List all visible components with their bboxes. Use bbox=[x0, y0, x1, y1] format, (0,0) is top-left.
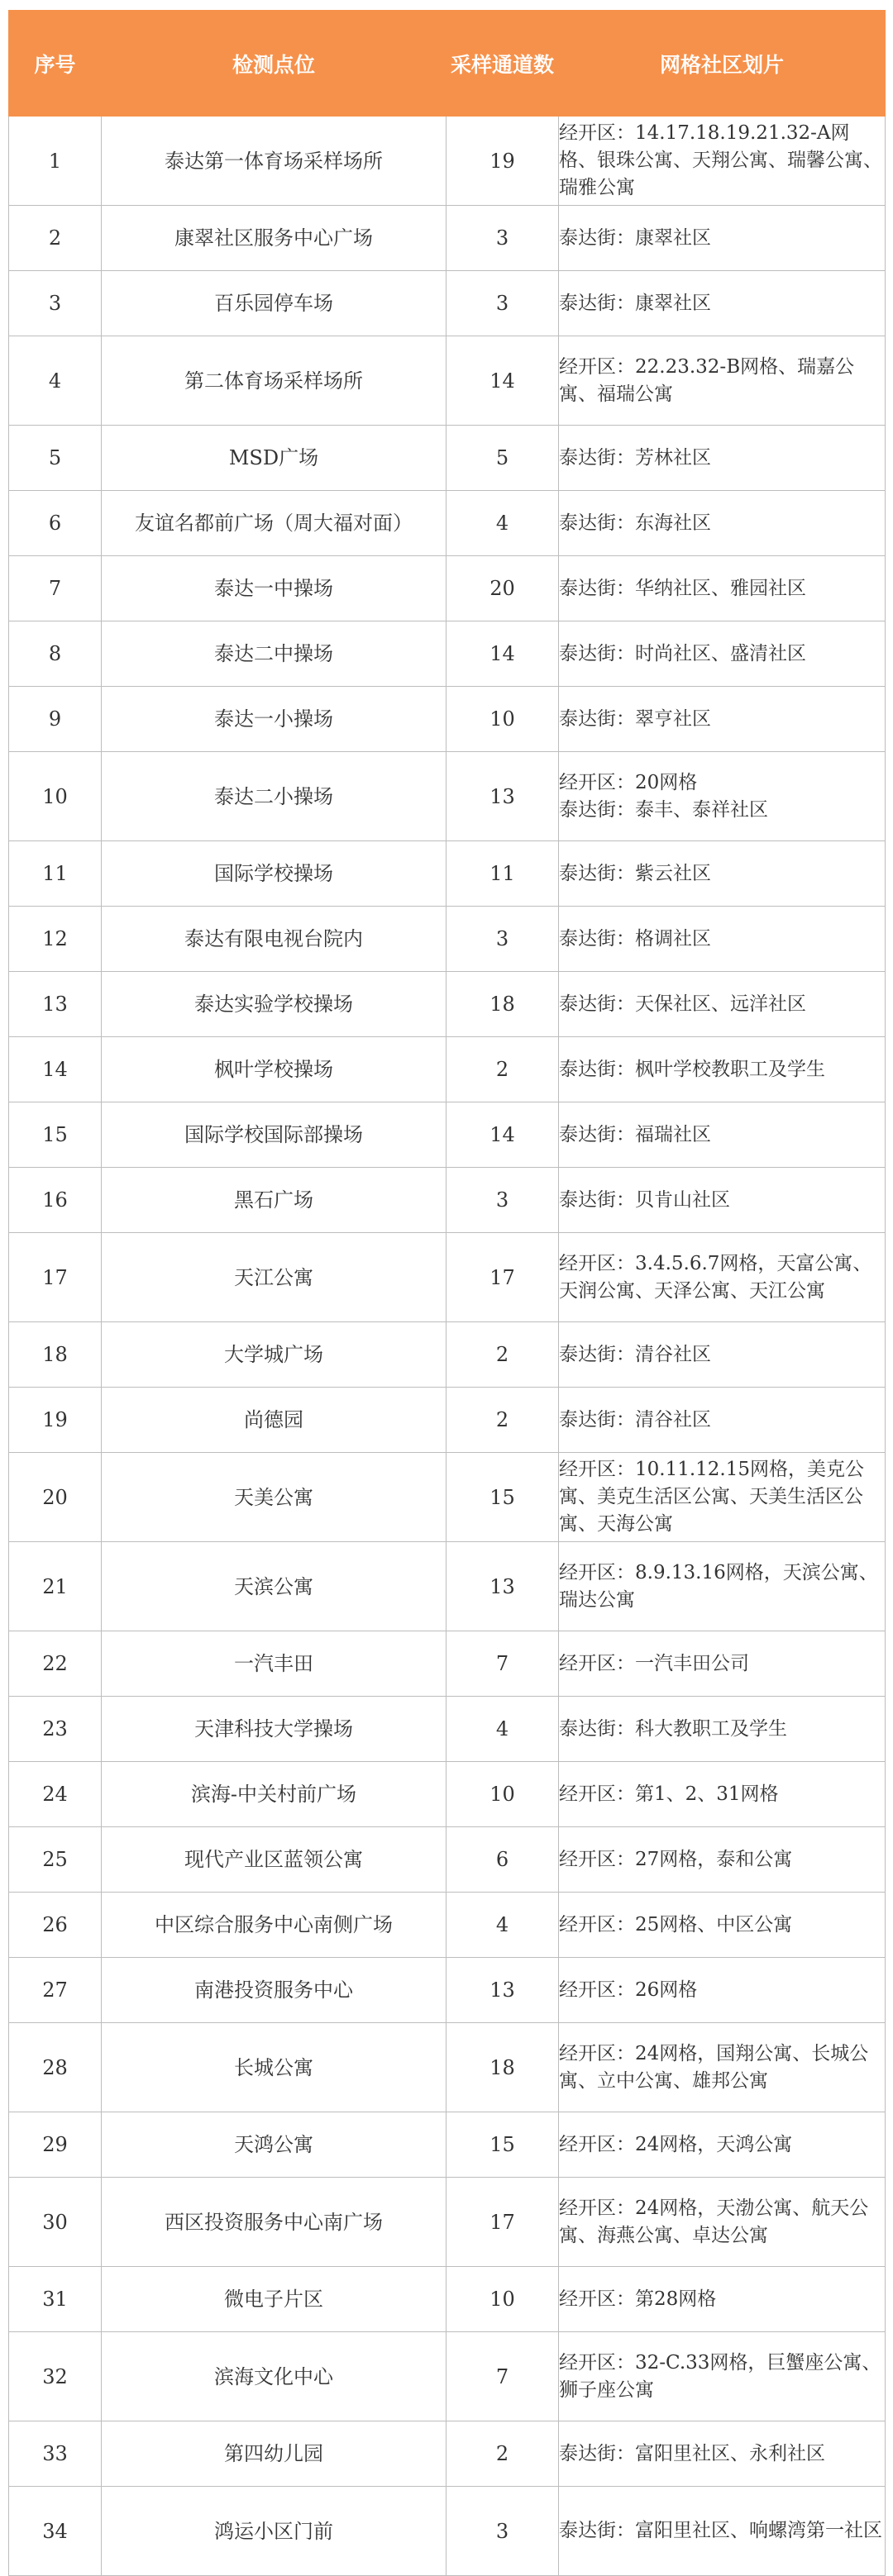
table-row bbox=[9, 2487, 886, 2576]
row-index: 1 bbox=[9, 117, 102, 206]
row-area: 泰达街：格调社区 bbox=[559, 907, 886, 972]
row-site: 泰达二中操场 bbox=[102, 621, 446, 687]
sampling-sites-table bbox=[8, 10, 886, 2576]
row-area: 经开区：20网格 泰达街：泰丰、泰祥社区 bbox=[559, 752, 886, 841]
row-channels: 10 bbox=[446, 1762, 559, 1827]
row-channels: 5 bbox=[446, 426, 559, 491]
row-index: 10 bbox=[9, 752, 102, 841]
row-area: 泰达街：康翠社区 bbox=[559, 206, 886, 271]
row-area: 经开区：3.4.5.6.7网格，天富公寓、天润公寓、天泽公寓、天江公寓 bbox=[559, 1233, 886, 1322]
row-area: 经开区：22.23.32-B网格、瑞嘉公寓、福瑞公寓 bbox=[559, 336, 886, 426]
row-area: 经开区：26网格 bbox=[559, 1958, 886, 2023]
row-index: 3 bbox=[9, 271, 102, 336]
row-site: 长城公寓 bbox=[102, 2023, 446, 2112]
row-area: 泰达街：富阳里社区、永利社区 bbox=[559, 2421, 886, 2487]
table-row bbox=[9, 1697, 886, 1762]
row-area: 泰达街：紫云社区 bbox=[559, 841, 886, 907]
header-site: 检测点位 bbox=[102, 11, 446, 117]
row-site: 泰达一小操场 bbox=[102, 687, 446, 752]
row-site: 第四幼儿园 bbox=[102, 2421, 446, 2487]
table-row bbox=[9, 1893, 886, 1958]
table-row bbox=[9, 1542, 886, 1631]
row-site: 鸿运小区门前 bbox=[102, 2487, 446, 2576]
row-site: 大学城广场 bbox=[102, 1322, 446, 1388]
row-index: 15 bbox=[9, 1102, 102, 1168]
row-channels: 3 bbox=[446, 1168, 559, 1233]
row-area: 泰达街：康翠社区 bbox=[559, 271, 886, 336]
row-channels: 17 bbox=[446, 2178, 559, 2267]
row-index: 26 bbox=[9, 1893, 102, 1958]
table-row bbox=[9, 1037, 886, 1102]
row-area: 泰达街：富阳里社区、响螺湾第一社区 bbox=[559, 2487, 886, 2576]
row-area: 泰达街：芳林社区 bbox=[559, 426, 886, 491]
row-area: 泰达街：科大教职工及学生 bbox=[559, 1697, 886, 1762]
row-channels: 4 bbox=[446, 1893, 559, 1958]
row-site: 滨海-中关村前广场 bbox=[102, 1762, 446, 1827]
row-site: 天美公寓 bbox=[102, 1453, 446, 1542]
row-channels: 3 bbox=[446, 206, 559, 271]
row-area: 泰达街：清谷社区 bbox=[559, 1388, 886, 1453]
row-channels: 2 bbox=[446, 2421, 559, 2487]
table-row bbox=[9, 1102, 886, 1168]
row-area: 泰达街：福瑞社区 bbox=[559, 1102, 886, 1168]
row-channels: 15 bbox=[446, 1453, 559, 1542]
row-channels: 18 bbox=[446, 2023, 559, 2112]
header-area: 网格社区划片 bbox=[559, 11, 886, 117]
row-index: 7 bbox=[9, 556, 102, 621]
row-area: 泰达街：枫叶学校教职工及学生 bbox=[559, 1037, 886, 1102]
row-channels: 2 bbox=[446, 1322, 559, 1388]
row-index: 25 bbox=[9, 1827, 102, 1893]
table-row bbox=[9, 491, 886, 556]
row-area: 经开区：14.17.18.19.21.32-A网格、银珠公寓、天翔公寓、瑞馨公寓、瑞雅公寓 bbox=[559, 117, 886, 206]
row-channels: 7 bbox=[446, 1631, 559, 1697]
row-index: 12 bbox=[9, 907, 102, 972]
row-channels: 10 bbox=[446, 2267, 559, 2332]
table-body bbox=[9, 117, 886, 2576]
row-site: 天滨公寓 bbox=[102, 1542, 446, 1631]
row-index: 2 bbox=[9, 206, 102, 271]
table-row bbox=[9, 1762, 886, 1827]
row-index: 4 bbox=[9, 336, 102, 426]
table-row bbox=[9, 206, 886, 271]
table-row bbox=[9, 1631, 886, 1697]
row-area: 经开区：27网格，泰和公寓 bbox=[559, 1827, 886, 1893]
row-channels: 10 bbox=[446, 687, 559, 752]
row-channels: 13 bbox=[446, 1542, 559, 1631]
row-channels: 20 bbox=[446, 556, 559, 621]
row-index: 32 bbox=[9, 2332, 102, 2421]
row-site: 南港投资服务中心 bbox=[102, 1958, 446, 2023]
row-channels: 7 bbox=[446, 2332, 559, 2421]
row-index: 20 bbox=[9, 1453, 102, 1542]
row-channels: 15 bbox=[446, 2112, 559, 2178]
row-index: 14 bbox=[9, 1037, 102, 1102]
table-row bbox=[9, 687, 886, 752]
row-index: 30 bbox=[9, 2178, 102, 2267]
row-index: 23 bbox=[9, 1697, 102, 1762]
row-index: 24 bbox=[9, 1762, 102, 1827]
row-index: 33 bbox=[9, 2421, 102, 2487]
table-row bbox=[9, 2178, 886, 2267]
row-site: MSD广场 bbox=[102, 426, 446, 491]
row-channels: 11 bbox=[446, 841, 559, 907]
row-site: 西区投资服务中心南广场 bbox=[102, 2178, 446, 2267]
table-row bbox=[9, 752, 886, 841]
row-index: 34 bbox=[9, 2487, 102, 2576]
row-area: 泰达街：贝肯山社区 bbox=[559, 1168, 886, 1233]
row-channels: 3 bbox=[446, 907, 559, 972]
table-row bbox=[9, 2023, 886, 2112]
table-row bbox=[9, 2112, 886, 2178]
row-channels: 13 bbox=[446, 1958, 559, 2023]
row-site: 天江公寓 bbox=[102, 1233, 446, 1322]
row-channels: 3 bbox=[446, 2487, 559, 2576]
row-site: 泰达实验学校操场 bbox=[102, 972, 446, 1037]
table-row bbox=[9, 2332, 886, 2421]
row-index: 11 bbox=[9, 841, 102, 907]
row-index: 21 bbox=[9, 1542, 102, 1631]
row-index: 9 bbox=[9, 687, 102, 752]
row-site: 尚德园 bbox=[102, 1388, 446, 1453]
table-row bbox=[9, 841, 886, 907]
row-channels: 14 bbox=[446, 621, 559, 687]
row-area: 经开区：第1、2、31网格 bbox=[559, 1762, 886, 1827]
row-site: 黑石广场 bbox=[102, 1168, 446, 1233]
row-index: 5 bbox=[9, 426, 102, 491]
row-channels: 4 bbox=[446, 491, 559, 556]
row-index: 8 bbox=[9, 621, 102, 687]
row-area: 经开区：8.9.13.16网格，天滨公寓、瑞达公寓 bbox=[559, 1542, 886, 1631]
row-site: 现代产业区蓝领公寓 bbox=[102, 1827, 446, 1893]
row-area: 泰达街：时尚社区、盛清社区 bbox=[559, 621, 886, 687]
table-row bbox=[9, 1233, 886, 1322]
row-site: 泰达一中操场 bbox=[102, 556, 446, 621]
table-row bbox=[9, 972, 886, 1037]
row-index: 6 bbox=[9, 491, 102, 556]
table-row bbox=[9, 336, 886, 426]
row-site: 中区综合服务中心南侧广场 bbox=[102, 1893, 446, 1958]
table-row bbox=[9, 1958, 886, 2023]
row-index: 13 bbox=[9, 972, 102, 1037]
row-area: 经开区：10.11.12.15网格，美克公寓、美克生活区公寓、天美生活区公寓、天海公寓 bbox=[559, 1453, 886, 1542]
row-area: 泰达街：东海社区 bbox=[559, 491, 886, 556]
table-row bbox=[9, 1168, 886, 1233]
row-channels: 2 bbox=[446, 1037, 559, 1102]
table-row bbox=[9, 1388, 886, 1453]
row-site: 国际学校国际部操场 bbox=[102, 1102, 446, 1168]
row-index: 31 bbox=[9, 2267, 102, 2332]
row-channels: 3 bbox=[446, 271, 559, 336]
row-area: 经开区：24网格，天鸿公寓 bbox=[559, 2112, 886, 2178]
row-index: 22 bbox=[9, 1631, 102, 1697]
row-site: 微电子片区 bbox=[102, 2267, 446, 2332]
row-site: 百乐园停车场 bbox=[102, 271, 446, 336]
table-row bbox=[9, 907, 886, 972]
row-site: 天鸿公寓 bbox=[102, 2112, 446, 2178]
row-channels: 18 bbox=[446, 972, 559, 1037]
row-site: 友谊名都前广场（周大福对面） bbox=[102, 491, 446, 556]
row-channels: 14 bbox=[446, 1102, 559, 1168]
row-area: 泰达街：翠亨社区 bbox=[559, 687, 886, 752]
table-row bbox=[9, 271, 886, 336]
row-index: 18 bbox=[9, 1322, 102, 1388]
row-area: 经开区：24网格，天渤公寓、航天公寓、海燕公寓、卓达公寓 bbox=[559, 2178, 886, 2267]
row-channels: 4 bbox=[446, 1697, 559, 1762]
row-site: 泰达有限电视台院内 bbox=[102, 907, 446, 972]
row-channels: 19 bbox=[446, 117, 559, 206]
row-area: 经开区：24网格，国翔公寓、长城公寓、立中公寓、雄邦公寓 bbox=[559, 2023, 886, 2112]
row-site: 第二体育场采样场所 bbox=[102, 336, 446, 426]
row-index: 27 bbox=[9, 1958, 102, 2023]
table-row bbox=[9, 1827, 886, 1893]
row-channels: 14 bbox=[446, 336, 559, 426]
table-row bbox=[9, 1453, 886, 1542]
row-site: 泰达第一体育场采样场所 bbox=[102, 117, 446, 206]
row-site: 泰达二小操场 bbox=[102, 752, 446, 841]
row-channels: 6 bbox=[446, 1827, 559, 1893]
sampling-sites-table-container bbox=[8, 10, 885, 2543]
row-area: 经开区：25网格、中区公寓 bbox=[559, 1893, 886, 1958]
table-row bbox=[9, 1322, 886, 1388]
row-index: 16 bbox=[9, 1168, 102, 1233]
row-area: 泰达街：华纳社区、雅园社区 bbox=[559, 556, 886, 621]
table-row bbox=[9, 117, 886, 206]
table-row bbox=[9, 2267, 886, 2332]
table-row bbox=[9, 621, 886, 687]
row-area: 泰达街：天保社区、远洋社区 bbox=[559, 972, 886, 1037]
row-site: 枫叶学校操场 bbox=[102, 1037, 446, 1102]
row-channels: 17 bbox=[446, 1233, 559, 1322]
header-channels: 采样通道数 bbox=[446, 11, 559, 117]
row-index: 19 bbox=[9, 1388, 102, 1453]
row-area: 经开区：一汽丰田公司 bbox=[559, 1631, 886, 1697]
row-area: 经开区：32-C.33网格，巨蟹座公寓、狮子座公寓 bbox=[559, 2332, 886, 2421]
row-site: 康翠社区服务中心广场 bbox=[102, 206, 446, 271]
row-channels: 2 bbox=[446, 1388, 559, 1453]
row-site: 一汽丰田 bbox=[102, 1631, 446, 1697]
row-site: 滨海文化中心 bbox=[102, 2332, 446, 2421]
row-site: 国际学校操场 bbox=[102, 841, 446, 907]
row-area: 泰达街：清谷社区 bbox=[559, 1322, 886, 1388]
row-site: 天津科技大学操场 bbox=[102, 1697, 446, 1762]
table-row bbox=[9, 556, 886, 621]
row-area: 经开区：第28网格 bbox=[559, 2267, 886, 2332]
row-index: 28 bbox=[9, 2023, 102, 2112]
row-index: 17 bbox=[9, 1233, 102, 1322]
row-index: 29 bbox=[9, 2112, 102, 2178]
row-channels: 13 bbox=[446, 752, 559, 841]
table-row bbox=[9, 2421, 886, 2487]
table-header-row bbox=[9, 11, 886, 117]
table-row bbox=[9, 426, 886, 491]
header-index: 序号 bbox=[9, 11, 102, 117]
